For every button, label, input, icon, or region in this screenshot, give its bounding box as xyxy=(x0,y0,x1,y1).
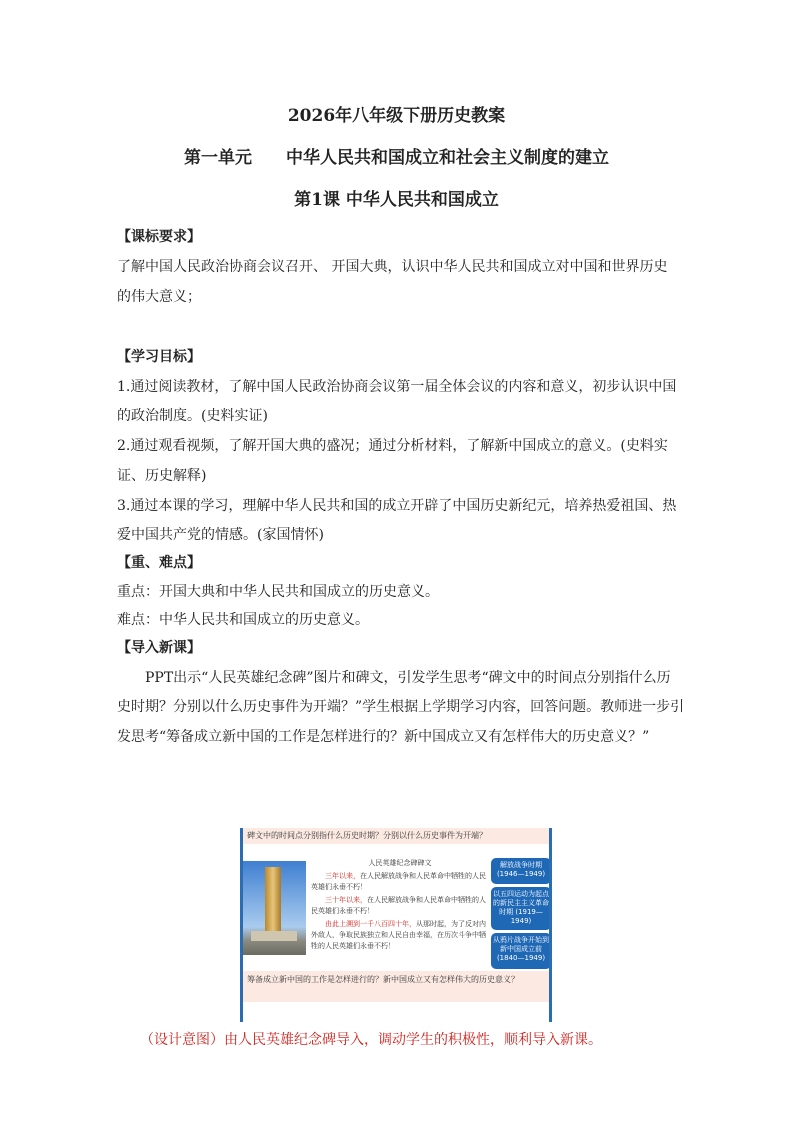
inscription-red: 由此上溯到一千八百四十年， xyxy=(325,920,416,928)
inscription-text: 在人民解放战争和人民革命中牺牲的人民英雄们永垂不朽！ xyxy=(311,896,486,915)
paragraph-line: 3.通过本课的学习，理解中华人民共和国的成立开辟了中国历史新纪元，培养热爱祖国、热 xyxy=(117,498,677,514)
inscription-title: 人民英雄纪念碑碑文 xyxy=(368,859,432,867)
paragraph-line: 了解中国人民政治协商会议召开、 开国大典，认识中华人民共和国成立对中国和世界历史 xyxy=(117,259,668,275)
paragraph-line: 的政治制度。(史料实证) xyxy=(117,408,268,424)
inscription-text: 在人民解放战争和人民革命中牺牲的人民英雄们永垂不朽！ xyxy=(311,872,486,891)
paragraph-line: 爱中国共产党的情感。(家国情怀) xyxy=(117,527,324,543)
paragraph-line: 的伟大意义； xyxy=(117,289,201,305)
section-heading-goals: 【学习目标】 xyxy=(117,349,201,365)
period-box: 解放战争时期 (1946—1949) xyxy=(491,858,551,884)
inscription-red: 三年以来， xyxy=(325,872,360,880)
inscription-text: 从那时起，为了反对内外敌人，争取民族独立和人民自由幸福，在历次斗争中牺牲的人民英雄们永垂不朽！ xyxy=(311,920,486,950)
period-box: 从鸦片战争开始到新中国成立前 (1840—1949) xyxy=(491,933,551,969)
period-box: 以五四运动为起点的新民主主义革命时期 (1919—1949) xyxy=(491,887,551,930)
paragraph-line: 证、历史解释) xyxy=(117,468,207,484)
paragraph-line: 难点：中华人民共和国成立的历史意义。 xyxy=(117,612,369,628)
paragraph-line: PPT出示“人民英雄纪念碑”图片和碑文，引发学生思考“碑文中的时间点分别指什么历 xyxy=(145,670,671,686)
design-intent-caption: （设计意图）由人民英雄纪念碑导入，调动学生的积极性，顺利导入新课。 xyxy=(140,1032,602,1048)
unit-title: 第一单元 中华人民共和国成立和社会主义制度的建立 xyxy=(184,148,609,168)
section-heading-intro: 【导入新课】 xyxy=(117,640,201,656)
paragraph-line: 重点：开国大典和中华人民共和国成立的历史意义。 xyxy=(117,584,439,600)
section-heading-key: 【重、难点】 xyxy=(117,555,201,571)
slide-question-top: 碑文中的时间点分别指什么历史时期？分别以什么历史事件为开端？ xyxy=(243,828,549,844)
monument-photo xyxy=(243,861,306,955)
doc-title: 2026年八年级下册历史教案 xyxy=(287,106,506,126)
inscription xyxy=(311,858,489,954)
paragraph-line: 史时期？分别以什么历史事件为开端？”学生根据上学期学习内容，回答问题。教师进一步引 xyxy=(117,699,685,715)
paragraph-line: 2.通过观看视频，了解开国大典的盛况；通过分析材料，了解新中国成立的意义。(史料实 xyxy=(117,438,668,454)
inscription-red: 三十年以来， xyxy=(325,896,367,904)
lesson-title: 第1课 中华人民共和国成立 xyxy=(294,190,499,210)
section-heading-standard: 【课标要求】 xyxy=(117,229,201,245)
slide-image xyxy=(240,828,552,1022)
paragraph-line: 发思考“筹备成立新中国的工作是怎样进行的？新中国成立又有怎样伟大的历史意义？” xyxy=(117,729,650,745)
paragraph-line: 1.通过阅读教材，了解中国人民政治协商会议第一届全体会议的内容和意义，初步认识中国 xyxy=(117,379,677,395)
slide-question-bottom: 筹备成立新中国的工作是怎样进行的？新中国成立又有怎样伟大的历史意义？ xyxy=(243,971,549,1002)
